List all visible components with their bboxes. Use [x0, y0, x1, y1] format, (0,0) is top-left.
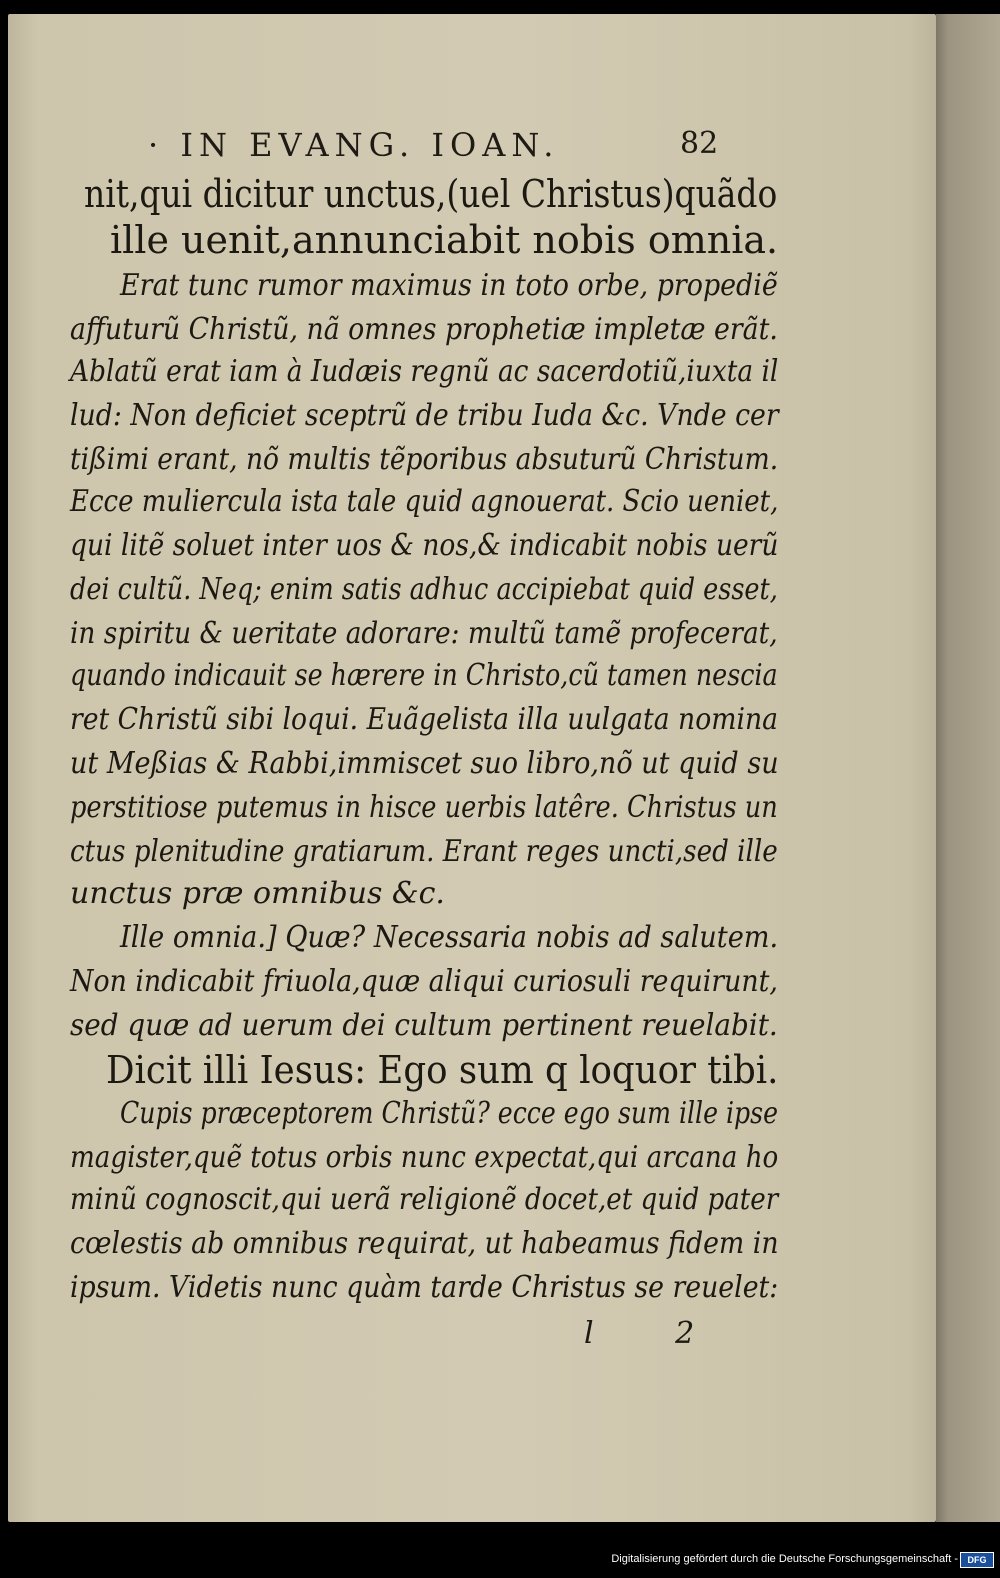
text-line: sed quæ ad uerum dei cultum pertinent reuelabit.	[70, 1008, 778, 1043]
footer-bar	[0, 1548, 1000, 1578]
text-line: ille uenit,annunciabit nobis omnia.	[110, 218, 779, 262]
text-line: tißimi erant, nõ multis tẽporibus absuturũ Christum.	[70, 442, 779, 477]
book-page	[8, 14, 936, 1522]
text-line: Ille omnia.] Quæ? Necessaria nobis ad salutem.	[120, 920, 779, 955]
text-line: ipsum. Videtis nunc quàm tarde Christus se reuelet:	[70, 1270, 779, 1305]
running-head: · IN EVANG. IOAN.	[148, 126, 560, 164]
text-line: magister,quẽ totus orbis nunc expectat,qui arcana ho	[70, 1140, 779, 1175]
text-line: unctus præ omnibus &c.	[70, 876, 445, 911]
text-line: minũ cognoscit,qui uerã religionẽ docet,et quid pater	[70, 1182, 779, 1217]
text-line: perstitiose putemus in hisce uerbis latêre. Christus un	[70, 790, 778, 825]
text-line: cœlestis ab omnibus requirat, ut habeamus fidem in	[70, 1226, 779, 1261]
text-line: nit,qui dicitur unctus,(uel Christus)quãdo	[84, 172, 778, 216]
text-line: Ecce muliercula ista tale quid agnouerat. Scio ueniet,	[70, 484, 779, 519]
text-line: dei cultũ. Neq; enim satis adhuc accipiebat quid esset,	[70, 572, 778, 607]
text-line: Erat tunc rumor maximus in toto orbe, propediẽ	[120, 268, 778, 303]
text-line: qui litẽ soluet inter uos & nos,& indicabit nobis uerũ	[70, 528, 779, 563]
text-line: affuturũ Christũ, nã omnes prophetiæ impletæ erãt.	[70, 312, 778, 347]
text-line: ctus plenitudine gratiarum. Erant reges uncti,sed ille	[70, 834, 778, 869]
page-number: 82	[680, 126, 719, 161]
text-line: Ablatũ erat iam à Iudæis regnũ ac sacerdotiũ,iuxta il	[70, 354, 779, 389]
text-line: Non indicabit friuola,quæ aliqui curiosuli requirunt,	[70, 964, 778, 999]
facing-page-edge	[936, 14, 1000, 1522]
text-line: ret Christũ sibi loqui. Euãgelista illa uulgata nomina	[70, 702, 778, 737]
text-line: quando indicauit se hærere in Christo,cũ tamen nescia	[70, 658, 778, 693]
text-line: lud: Non deficiet sceptrũ de tribu Iuda &c. Vnde cer	[70, 398, 779, 433]
dfg-logo: DFG	[960, 1552, 994, 1568]
signature-mark: l 2	[584, 1316, 731, 1351]
text-line: Dicit illi Iesus: Ego sum q loquor tibi.	[106, 1048, 779, 1092]
text-line: Cupis præceptorem Christũ? ecce ego sum ille ipse	[120, 1096, 778, 1131]
text-line: ut Meßias & Rabbi,immiscet suo libro,nõ ut quid su	[70, 746, 779, 781]
text-line: in spiritu & ueritate adorare: multũ tamẽ profecerat,	[70, 616, 778, 651]
funding-credit: Digitalisierung gefördert durch die Deutsche Forschungsgemeinschaft -	[611, 1553, 958, 1565]
